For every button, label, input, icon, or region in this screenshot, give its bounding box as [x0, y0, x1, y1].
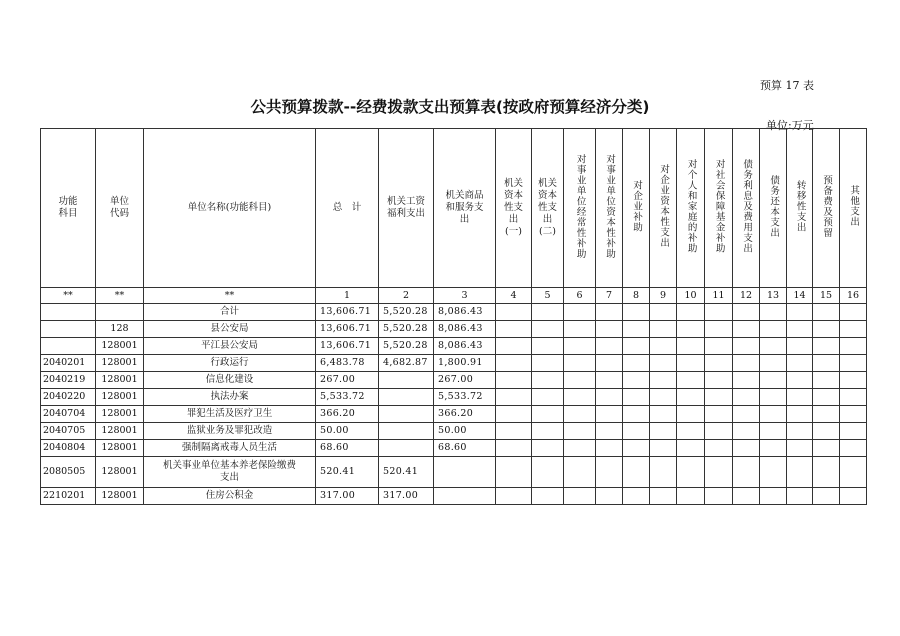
empty-cell: [840, 304, 867, 321]
empty-cell: [596, 321, 623, 338]
empty-cell: [623, 406, 650, 423]
function-code-cell: 2040705: [41, 423, 96, 440]
empty-cell: [760, 355, 787, 372]
empty-cell: [532, 355, 564, 372]
unit-name-cell: 强制隔离戒毒人员生活: [144, 440, 316, 457]
column-header: [760, 129, 787, 288]
goods-services-cell: [434, 488, 496, 505]
function-code-cell: 2040220: [41, 389, 96, 406]
function-code-cell: [41, 338, 96, 355]
function-code-cell: 2040804: [41, 440, 96, 457]
empty-cell: [532, 389, 564, 406]
total-cell: 13,606.71: [316, 321, 379, 338]
table-row: [41, 488, 867, 505]
empty-cell: [760, 406, 787, 423]
empty-cell: [733, 457, 760, 488]
function-code-cell: [41, 321, 96, 338]
empty-cell: [564, 372, 596, 389]
empty-cell: [705, 457, 733, 488]
empty-cell: [596, 304, 623, 321]
empty-cell: [705, 440, 733, 457]
column-header: [564, 129, 596, 288]
total-cell: 68.60: [316, 440, 379, 457]
total-cell: 13,606.71: [316, 338, 379, 355]
empty-cell: [496, 355, 532, 372]
unit-name-cell: 平江县公安局: [144, 338, 316, 355]
empty-cell: [760, 304, 787, 321]
column-number: **: [96, 288, 144, 304]
column-header: [316, 129, 379, 288]
empty-cell: [787, 389, 813, 406]
empty-cell: [787, 440, 813, 457]
unit-code-cell: 128: [96, 321, 144, 338]
wages-cell: [379, 406, 434, 423]
unit-code-cell: 128001: [96, 372, 144, 389]
empty-cell: [705, 304, 733, 321]
empty-cell: [733, 321, 760, 338]
wages-cell: [379, 389, 434, 406]
column-header: [787, 129, 813, 288]
empty-cell: [840, 423, 867, 440]
column-header-label: 机关 资本 性支 出 (一): [503, 178, 523, 237]
empty-cell: [532, 423, 564, 440]
wages-cell: 5,520.28: [379, 304, 434, 321]
empty-cell: [596, 355, 623, 372]
column-header-label: 预备费及预留: [821, 174, 833, 238]
empty-cell: [813, 372, 840, 389]
column-header: [96, 129, 144, 288]
empty-cell: [596, 389, 623, 406]
empty-cell: [496, 440, 532, 457]
empty-cell: [650, 355, 677, 372]
goods-services-cell: 68.60: [434, 440, 496, 457]
empty-cell: [705, 338, 733, 355]
table-row: [41, 389, 867, 406]
empty-cell: [650, 423, 677, 440]
column-number: 9: [650, 288, 677, 304]
table-row: [41, 423, 867, 440]
empty-cell: [813, 304, 840, 321]
empty-cell: [760, 457, 787, 488]
unit-name-cell: 合计: [144, 304, 316, 321]
table-row: [41, 304, 867, 321]
column-number: 4: [496, 288, 532, 304]
goods-services-cell: 366.20: [434, 406, 496, 423]
empty-cell: [650, 338, 677, 355]
column-header: [623, 129, 650, 288]
empty-cell: [564, 338, 596, 355]
empty-cell: [650, 372, 677, 389]
empty-cell: [677, 304, 705, 321]
empty-cell: [596, 457, 623, 488]
empty-cell: [564, 321, 596, 338]
empty-cell: [677, 423, 705, 440]
wages-cell: 520.41: [379, 457, 434, 488]
empty-cell: [532, 440, 564, 457]
column-number: 13: [760, 288, 787, 304]
empty-cell: [840, 406, 867, 423]
empty-cell: [496, 488, 532, 505]
empty-cell: [787, 406, 813, 423]
empty-cell: [496, 389, 532, 406]
table-row: [41, 457, 867, 488]
empty-cell: [760, 372, 787, 389]
wages-cell: 5,520.28: [379, 321, 434, 338]
empty-cell: [596, 338, 623, 355]
column-number: 15: [813, 288, 840, 304]
empty-cell: [564, 389, 596, 406]
unit-code-cell: 128001: [96, 457, 144, 488]
empty-cell: [623, 321, 650, 338]
empty-cell: [623, 457, 650, 488]
empty-cell: [677, 457, 705, 488]
empty-cell: [787, 423, 813, 440]
empty-cell: [840, 440, 867, 457]
form-number: 预算 17 表: [760, 79, 814, 92]
empty-cell: [840, 457, 867, 488]
empty-cell: [532, 338, 564, 355]
function-code-cell: 2040704: [41, 406, 96, 423]
page-title: 公共预算拨款--经费拨款支出预算表(按政府预算经济分类): [250, 98, 650, 116]
empty-cell: [650, 304, 677, 321]
table-row: [41, 321, 867, 338]
column-number: 6: [564, 288, 596, 304]
unit-name-cell: 住房公积金: [144, 488, 316, 505]
unit-code-cell: 128001: [96, 406, 144, 423]
empty-cell: [705, 488, 733, 505]
empty-cell: [787, 321, 813, 338]
empty-cell: [733, 389, 760, 406]
empty-cell: [760, 389, 787, 406]
empty-cell: [564, 440, 596, 457]
column-header-label: 单位名称(功能科目): [187, 202, 272, 214]
empty-cell: [564, 457, 596, 488]
empty-cell: [813, 389, 840, 406]
goods-services-cell: 8,086.43: [434, 321, 496, 338]
empty-cell: [813, 440, 840, 457]
empty-cell: [705, 406, 733, 423]
empty-cell: [623, 304, 650, 321]
empty-cell: [733, 488, 760, 505]
empty-cell: [596, 406, 623, 423]
function-code-cell: 2040201: [41, 355, 96, 372]
total-cell: 520.41: [316, 457, 379, 488]
unit-name-cell: 信息化建设: [144, 372, 316, 389]
total-cell: 50.00: [316, 423, 379, 440]
goods-services-cell: 8,086.43: [434, 338, 496, 355]
column-header-label: 总 计: [332, 202, 362, 214]
empty-cell: [564, 406, 596, 423]
table-row: [41, 440, 867, 457]
empty-cell: [650, 389, 677, 406]
goods-services-cell: 5,533.72: [434, 389, 496, 406]
empty-cell: [733, 440, 760, 457]
empty-cell: [496, 338, 532, 355]
empty-cell: [532, 304, 564, 321]
empty-cell: [733, 355, 760, 372]
unit-name-cell: 行政运行: [144, 355, 316, 372]
empty-cell: [496, 423, 532, 440]
empty-cell: [532, 406, 564, 423]
column-header-label: 对社会保障基金补助: [713, 158, 725, 254]
column-header: [677, 129, 705, 288]
wages-cell: 5,520.28: [379, 338, 434, 355]
unit-code-cell: 128001: [96, 488, 144, 505]
column-header-label: 单位 代码: [109, 196, 129, 219]
empty-cell: [650, 457, 677, 488]
column-header: [434, 129, 496, 288]
function-code-cell: 2040219: [41, 372, 96, 389]
empty-cell: [623, 338, 650, 355]
empty-cell: [564, 355, 596, 372]
empty-cell: [705, 389, 733, 406]
empty-cell: [813, 338, 840, 355]
empty-cell: [760, 338, 787, 355]
column-number: 5: [532, 288, 564, 304]
column-number: 14: [787, 288, 813, 304]
empty-cell: [677, 389, 705, 406]
empty-cell: [787, 372, 813, 389]
unit-name-cell: 县公安局: [144, 321, 316, 338]
empty-cell: [733, 406, 760, 423]
empty-cell: [787, 304, 813, 321]
goods-services-cell: 267.00: [434, 372, 496, 389]
unit-name-cell: 罪犯生活及医疗卫生: [144, 406, 316, 423]
empty-cell: [677, 440, 705, 457]
empty-cell: [496, 372, 532, 389]
total-cell: 267.00: [316, 372, 379, 389]
wages-cell: 317.00: [379, 488, 434, 505]
empty-cell: [623, 488, 650, 505]
empty-cell: [840, 488, 867, 505]
function-code-cell: [41, 304, 96, 321]
empty-cell: [813, 457, 840, 488]
budget-table: [40, 128, 867, 505]
column-number: 12: [733, 288, 760, 304]
empty-cell: [564, 423, 596, 440]
empty-cell: [623, 389, 650, 406]
empty-cell: [623, 355, 650, 372]
column-header: [41, 129, 96, 288]
unit-name-cell: 监狱业务及罪犯改造: [144, 423, 316, 440]
empty-cell: [813, 321, 840, 338]
empty-cell: [496, 406, 532, 423]
column-number: 10: [677, 288, 705, 304]
empty-cell: [596, 488, 623, 505]
column-header: [532, 129, 564, 288]
goods-services-cell: 1,800.91: [434, 355, 496, 372]
column-number: 3: [434, 288, 496, 304]
empty-cell: [623, 423, 650, 440]
function-code-cell: 2080505: [41, 457, 96, 488]
column-header: [840, 129, 867, 288]
empty-cell: [840, 389, 867, 406]
empty-cell: [677, 338, 705, 355]
table-row: [41, 355, 867, 372]
empty-cell: [760, 488, 787, 505]
empty-cell: [596, 372, 623, 389]
column-number: 8: [623, 288, 650, 304]
empty-cell: [840, 321, 867, 338]
empty-cell: [787, 488, 813, 505]
column-number: 7: [596, 288, 623, 304]
unit-name-cell: 机关事业单位基本养老保险缴费 支出: [144, 457, 316, 488]
empty-cell: [496, 304, 532, 321]
empty-cell: [813, 488, 840, 505]
goods-services-cell: 50.00: [434, 423, 496, 440]
empty-cell: [760, 321, 787, 338]
column-header: [813, 129, 840, 288]
goods-services-cell: 8,086.43: [434, 304, 496, 321]
column-number: 16: [840, 288, 867, 304]
column-header: [733, 129, 760, 288]
unit-code-cell: 128001: [96, 423, 144, 440]
column-header: [144, 129, 316, 288]
column-header: [705, 129, 733, 288]
empty-cell: [532, 457, 564, 488]
column-header-label: 对企业资本性支出: [658, 164, 670, 249]
wages-cell: [379, 372, 434, 389]
empty-cell: [733, 372, 760, 389]
unit-code-cell: [96, 304, 144, 321]
empty-cell: [677, 406, 705, 423]
empty-cell: [760, 423, 787, 440]
total-cell: 6,483.78: [316, 355, 379, 372]
empty-cell: [677, 321, 705, 338]
header-row: [41, 129, 867, 288]
empty-cell: [564, 488, 596, 505]
empty-cell: [760, 440, 787, 457]
unit-code-cell: 128001: [96, 355, 144, 372]
empty-cell: [733, 423, 760, 440]
column-header: [650, 129, 677, 288]
empty-cell: [787, 457, 813, 488]
empty-cell: [677, 488, 705, 505]
column-header-label: 对个人和家庭的补助: [685, 158, 697, 254]
column-number-row: [41, 288, 867, 304]
table-row: [41, 372, 867, 389]
wages-cell: [379, 423, 434, 440]
column-number: **: [144, 288, 316, 304]
column-header-label: 机关工资 福利支出: [386, 196, 425, 219]
empty-cell: [496, 457, 532, 488]
total-cell: 5,533.72: [316, 389, 379, 406]
empty-cell: [705, 372, 733, 389]
column-header-label: 转移性支出: [794, 179, 806, 233]
wages-cell: 4,682.87: [379, 355, 434, 372]
column-header-label: 机关商品 和服务支 出: [445, 190, 484, 225]
function-code-cell: 2210201: [41, 488, 96, 505]
column-header: [379, 129, 434, 288]
empty-cell: [840, 355, 867, 372]
empty-cell: [677, 355, 705, 372]
empty-cell: [596, 423, 623, 440]
unit-code-cell: 128001: [96, 338, 144, 355]
empty-cell: [787, 338, 813, 355]
empty-cell: [840, 338, 867, 355]
empty-cell: [705, 355, 733, 372]
empty-cell: [677, 372, 705, 389]
unit-name-cell: 执法办案: [144, 389, 316, 406]
wages-cell: [379, 440, 434, 457]
empty-cell: [813, 423, 840, 440]
column-number: **: [41, 288, 96, 304]
empty-cell: [623, 440, 650, 457]
empty-cell: [705, 321, 733, 338]
empty-cell: [787, 355, 813, 372]
unit-code-cell: 128001: [96, 440, 144, 457]
empty-cell: [564, 304, 596, 321]
column-header-label: 对事业单位资本性补助: [604, 153, 616, 259]
column-header-label: 对事业单位经常性补助: [574, 153, 586, 259]
column-header: [496, 129, 532, 288]
empty-cell: [650, 321, 677, 338]
empty-cell: [532, 488, 564, 505]
goods-services-cell: [434, 457, 496, 488]
empty-cell: [840, 372, 867, 389]
unit-code-cell: 128001: [96, 389, 144, 406]
column-header: [596, 129, 623, 288]
unit-label: 单位:万元: [766, 119, 814, 132]
table-row: [41, 338, 867, 355]
column-header-label: 对企业补助: [631, 179, 643, 233]
empty-cell: [496, 321, 532, 338]
total-cell: 366.20: [316, 406, 379, 423]
column-number: 11: [705, 288, 733, 304]
empty-cell: [813, 406, 840, 423]
empty-cell: [596, 440, 623, 457]
column-header-label: 功能 科目: [58, 196, 78, 219]
column-header-label: 机关 资本 性支 出 (二): [537, 178, 557, 237]
empty-cell: [623, 372, 650, 389]
empty-cell: [813, 355, 840, 372]
empty-cell: [650, 406, 677, 423]
empty-cell: [650, 440, 677, 457]
column-header-label: 债务利息及费用支出: [741, 158, 753, 254]
empty-cell: [705, 423, 733, 440]
empty-cell: [650, 488, 677, 505]
total-cell: 317.00: [316, 488, 379, 505]
column-number: 1: [316, 288, 379, 304]
column-number: 2: [379, 288, 434, 304]
total-cell: 13,606.71: [316, 304, 379, 321]
column-header-label: 债务还本支出: [768, 174, 780, 238]
empty-cell: [532, 321, 564, 338]
empty-cell: [733, 338, 760, 355]
table-row: [41, 406, 867, 423]
column-header-label: 其他支出: [848, 185, 860, 228]
empty-cell: [532, 372, 564, 389]
empty-cell: [733, 304, 760, 321]
